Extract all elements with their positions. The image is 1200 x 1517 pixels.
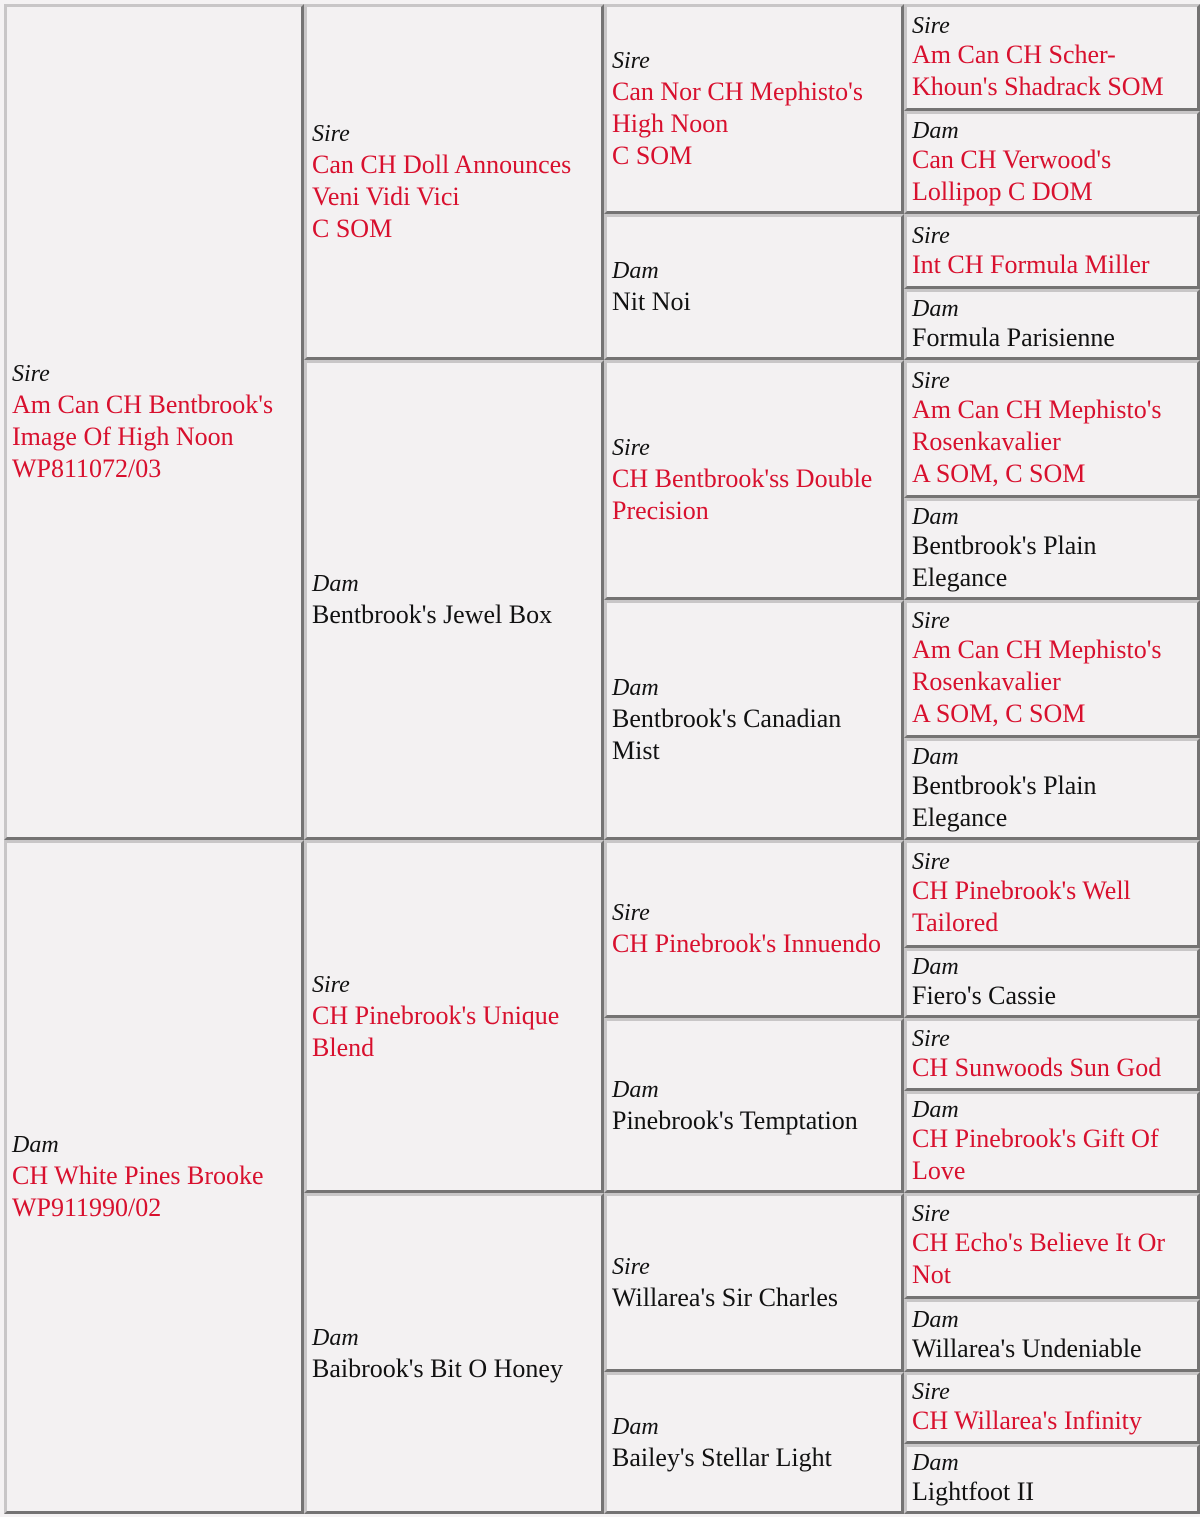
relation-label: Sire (12, 361, 50, 387)
g2-dam-cell (304, 360, 604, 840)
relation-label: Dam (912, 954, 959, 980)
g4-sire-cell (904, 360, 1200, 498)
g2-sire-cell (304, 840, 604, 1193)
dog-name: Can Nor CH Mephisto's High Noon C SOM (612, 77, 863, 170)
g2-sire-cell (304, 4, 604, 360)
dog-name: CH Echo's Believe It Or Not (912, 1228, 1166, 1289)
relation-label: Sire (612, 1253, 650, 1280)
dog-name: CH Willarea's Infinity (912, 1406, 1142, 1435)
dog-name: Bentbrook's Plain Elegance (912, 531, 1097, 592)
g3-dam-cell (604, 1372, 904, 1514)
g3-sire-cell (604, 4, 904, 214)
relation-label: Dam (312, 571, 359, 597)
g4-dam-cell (904, 498, 1200, 600)
g4-dam-cell (904, 1299, 1200, 1372)
dog-name: Lightfoot II (912, 1477, 1035, 1506)
relation-label: Dam (312, 1324, 359, 1351)
relation-label: Dam (912, 504, 959, 530)
g3-sire-cell (604, 840, 904, 1018)
dog-name: CH Sunwoods Sun God (912, 1052, 1162, 1082)
g2-dam-cell (304, 1193, 604, 1514)
relation-label: Sire (912, 222, 950, 249)
dog-name: CH Pinebrook's Well Tailored (912, 876, 1131, 937)
dog-name: Fiero's Cassie (912, 981, 1057, 1010)
relation-label: Sire (612, 48, 650, 74)
dog-name: Can CH Verwood's Lollipop C DOM (912, 144, 1112, 206)
relation-label: Dam (612, 1414, 659, 1440)
g4-dam-cell (904, 948, 1200, 1018)
relation-label: Sire (612, 900, 650, 926)
dog-name: CH Pinebrook's Unique Blend (312, 1000, 560, 1062)
dog-name: Bentbrook's Canadian Mist (612, 704, 842, 765)
relation-label: Dam (912, 744, 959, 770)
g3-sire-cell (604, 360, 904, 600)
g3-dam-cell (604, 214, 904, 360)
relation-label: Dam (912, 295, 959, 322)
dog-name: CH Pinebrook's Innuendo (612, 929, 882, 958)
relation-label: Dam (12, 1132, 59, 1158)
relation-label: Dam (612, 258, 659, 284)
relation-label: Dam (612, 1076, 659, 1103)
relation-label: Sire (912, 368, 950, 394)
relation-label: Sire (912, 849, 950, 875)
g4-dam-cell (904, 289, 1200, 360)
g4-sire-cell (904, 1372, 1200, 1444)
relation-label: Dam (912, 1097, 959, 1123)
g4-sire-cell (904, 1193, 1200, 1299)
g1-dam-cell (4, 840, 304, 1514)
dog-name: Am Can CH Scher- Khoun's Shadrack SOM (912, 39, 1164, 101)
g3-sire-cell (604, 1193, 904, 1372)
dog-name: Bailey's Stellar Light (612, 1443, 832, 1472)
relation-label: Sire (312, 971, 350, 998)
dog-name: Am Can CH Mephisto's Rosenkavalier A SOM, C SOM (912, 395, 1162, 488)
dog-name: Nit Noi (612, 287, 691, 316)
dog-name: Formula Parisienne (912, 322, 1115, 352)
g4-sire-cell (904, 214, 1200, 289)
relation-label: Sire (912, 1379, 950, 1405)
dog-name: Can CH Doll Announces Veni Vidi Vici C SOM (312, 150, 572, 243)
relation-label: Dam (912, 1306, 959, 1333)
relation-label: Sire (912, 608, 950, 634)
g3-dam-cell (604, 600, 904, 840)
g4-sire-cell (904, 1018, 1200, 1091)
g4-dam-cell (904, 111, 1200, 214)
dog-name: Bentbrook's Plain Elegance (912, 771, 1097, 832)
g1-sire-cell (4, 4, 304, 840)
dog-name: CH Pinebrook's Gift Of Love (912, 1124, 1159, 1185)
dog-name: Bentbrook's Jewel Box (312, 600, 553, 629)
g4-dam-cell (904, 1091, 1200, 1193)
relation-label: Sire (912, 12, 950, 39)
relation-label: Sire (612, 435, 650, 461)
g4-dam-cell (904, 1444, 1200, 1514)
relation-label: Sire (912, 1025, 950, 1052)
g4-sire-cell (904, 4, 1200, 111)
dog-name: Int CH Formula Miller (912, 249, 1150, 279)
relation-label: Dam (912, 1450, 959, 1476)
dog-name: CH White Pines Brooke WP911990/02 (12, 1161, 264, 1222)
g4-sire-cell (904, 840, 1200, 948)
relation-label: Dam (612, 675, 659, 701)
dog-name: Am Can CH Mephisto's Rosenkavalier A SOM, C SOM (912, 635, 1162, 728)
g4-dam-cell (904, 738, 1200, 840)
dog-name: Pinebrook's Temptation (612, 1105, 858, 1135)
dog-name: Willarea's Sir Charles (612, 1282, 839, 1312)
dog-name: Baibrook's Bit O Honey (312, 1353, 563, 1383)
dog-name: Willarea's Undeniable (912, 1333, 1142, 1363)
dog-name: CH Bentbrook'ss Double Precision (612, 464, 873, 525)
g4-sire-cell (904, 600, 1200, 738)
relation-label: Sire (312, 121, 350, 147)
relation-label: Dam (912, 117, 959, 144)
g3-dam-cell (604, 1018, 904, 1193)
relation-label: Sire (912, 1201, 950, 1227)
dog-name: Am Can CH Bentbrook's Image Of High Noon WP811072/03 (12, 390, 274, 483)
